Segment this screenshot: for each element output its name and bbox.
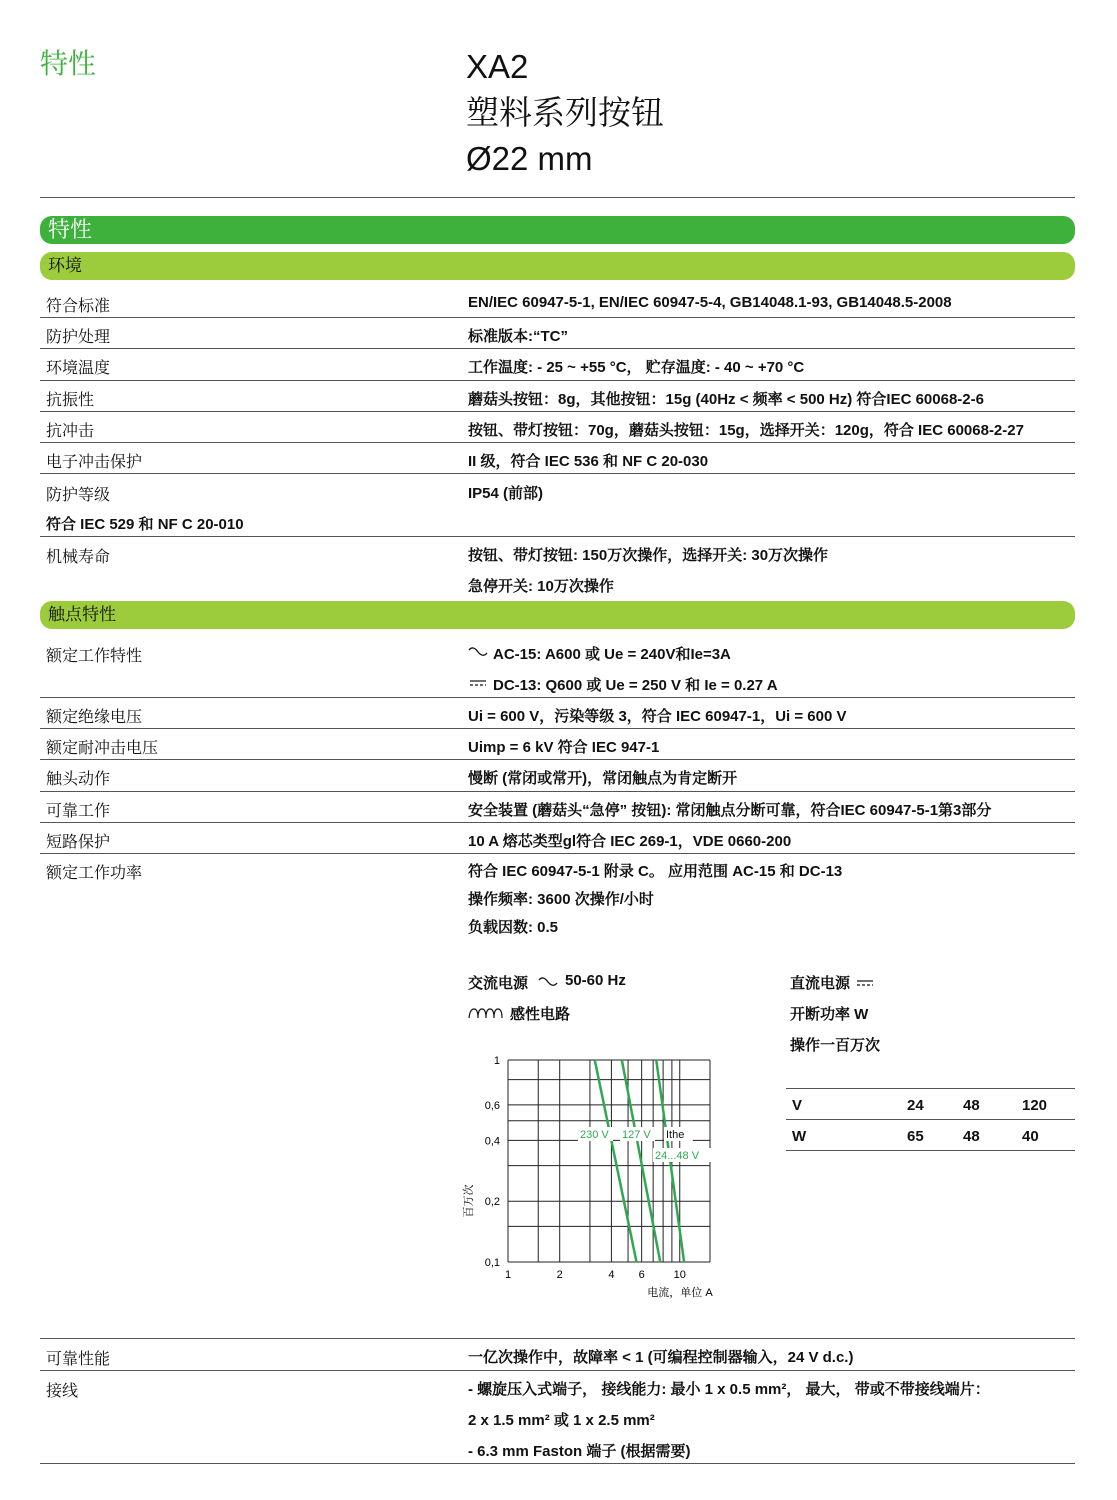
env-value: 按钮、带灯按钮：70g，蘑菇头按钮：15g，选择开关：120g，符合 IEC 60068-2-27 (468, 421, 1024, 439)
series-label-127: 127 V (622, 1129, 651, 1141)
x-tick-label: 10 (673, 1269, 686, 1281)
dc-table-cell: 24 (907, 1097, 924, 1114)
contact-label: 额定绝缘电压 (46, 709, 143, 726)
power-value-2: 操作频率: 3600 次操作/小时 (468, 891, 654, 908)
durability-chart (450, 1050, 740, 1310)
y-tick-label: 1 (493, 1055, 500, 1067)
protection-standard: 符合 IEC 529 和 NF C 20-010 (46, 516, 244, 533)
protection-value: IP54 (前部) (468, 485, 544, 502)
env-heading-bar: 环境 (40, 252, 1075, 280)
inductive-label: 感性电路 (510, 1006, 571, 1023)
wiring-value-2: 2 x 1.5 mm² 或 1 x 2.5 mm² (468, 1412, 655, 1429)
ac-supply-icon (538, 975, 558, 993)
contact-value: 慢断 (常闭或常开)，常闭触点为肯定断开 (468, 770, 738, 788)
y-tick-label: 0,1 (484, 1257, 500, 1269)
header-divider (40, 197, 1075, 198)
contact-row (40, 729, 1075, 760)
contact-heading-bar: 触点特性 (40, 601, 1075, 629)
contact-row (40, 792, 1075, 823)
dc-ops-label: 操作一百万次 (790, 1037, 881, 1054)
page-title (466, 44, 664, 182)
x-tick-label: 6 (638, 1269, 645, 1281)
section-main-bar: 特性 (40, 216, 1075, 244)
series-label-24-48: 24...48 V (655, 1150, 700, 1162)
title-line-2: 塑料系列按钮 (466, 94, 664, 131)
env-label: 电子冲击保护 (46, 454, 143, 471)
dc-table-row-v (786, 1088, 1075, 1120)
x-tick-label: 2 (556, 1269, 563, 1281)
protection-row (40, 474, 1075, 537)
ithe-label: Ithe (666, 1129, 685, 1141)
contact-value: Ui = 600 V，污染等级 3，符合 IEC 60947-1，Ui = 600 V (468, 708, 847, 725)
inductive-icon (468, 1006, 504, 1024)
env-row (40, 443, 1075, 474)
dc-power-label: 开断功率 W (790, 1006, 869, 1023)
dc-table-cell: 120 (1022, 1097, 1048, 1114)
ac-symbol-icon (468, 645, 488, 662)
env-value: II 级，符合 IEC 536 和 NF C 20-030 (468, 453, 709, 470)
wiring-value-3: - 6.3 mm Faston 端子 (根据需要) (468, 1443, 691, 1460)
contact-row (40, 760, 1075, 791)
env-label: 防护处理 (46, 329, 111, 347)
reliability-row (40, 1339, 1075, 1371)
dc-table-row-w (786, 1119, 1075, 1151)
wiring-row (40, 1371, 1075, 1464)
mech-row (40, 536, 1075, 598)
dc-table-cell: 48 (963, 1128, 980, 1145)
contact-label: 短路保护 (46, 833, 111, 851)
y-axis-label: 百万次 (463, 1184, 475, 1218)
x-axis-label: 电流，单位 A (647, 1287, 713, 1299)
power-value-1: 符合 IEC 60947-5-1 附录 C。 应用范围 AC-15 和 DC-13 (468, 863, 843, 880)
series-label-230: 230 V (580, 1129, 609, 1141)
env-row (40, 349, 1075, 380)
dc-table-cell: 48 (963, 1097, 980, 1114)
wiring-value-1: - 螺旋压入式端子， 接线能力: 最小 1 x 0.5 mm²， 最大， 带或不带接线端片： (468, 1381, 990, 1398)
contact-label: 额定耐冲击电压 (46, 740, 159, 758)
env-row (40, 318, 1075, 349)
env-label: 抗冲击 (46, 422, 95, 440)
y-tick-label: 0,2 (484, 1196, 500, 1209)
dc-table-cell: 40 (1022, 1128, 1039, 1145)
dc-table-cell: W (792, 1128, 807, 1145)
env-value: EN/IEC 60947-5-1, EN/IEC 60947-5-4, GB14048.1-93, GB14048.5-2008 (468, 294, 952, 311)
contact-value: 10 A 熔芯类型gl符合 IEC 269-1，VDE 0660-200 (468, 832, 792, 850)
reliability-value: 一亿次操作中，故障率 < 1 (可编程控制器输入，24 V d.c.) (468, 1349, 854, 1366)
dc-symbol-icon (468, 676, 488, 694)
protection-label: 防护等级 (46, 487, 111, 504)
contact-label: 触头动作 (46, 771, 111, 789)
dc-table-cell: V (792, 1097, 803, 1114)
reliability-label: 可靠性能 (46, 1351, 111, 1368)
env-label: 符合标准 (46, 298, 111, 315)
env-value: 标准版本:“TC” (468, 328, 568, 346)
ac-supply-label: 交流电源 (468, 975, 529, 992)
rated-ac-value: AC-15: A600 或 Ue = 240V和Ie=3A (493, 646, 731, 663)
env-label: 环境温度 (46, 360, 111, 378)
y-tick-label: 0,4 (484, 1135, 500, 1148)
contact-row (40, 698, 1075, 729)
power-label: 额定工作功率 (46, 865, 143, 882)
mech-value-1: 按钮、带灯按钮: 150万次操作，选择开关: 30万次操作 (468, 547, 829, 564)
wiring-label: 接线 (46, 1383, 79, 1400)
title-line-3: Ø22 mm (466, 140, 593, 177)
ac-frequency: 50-60 Hz (565, 972, 626, 989)
env-row (40, 381, 1075, 412)
contact-value: 安全装置 (蘑菇头“急停” 按钮): 常闭触点分断可靠，符合IEC 60947-5-1第3部分 (468, 801, 992, 819)
x-tick-label: 1 (504, 1269, 512, 1281)
rated-label: 额定工作特性 (46, 648, 143, 665)
contact-row (40, 823, 1075, 854)
env-row (40, 287, 1075, 318)
mech-label: 机械寿命 (46, 549, 111, 566)
x-tick-label: 4 (608, 1269, 615, 1281)
contact-label: 可靠工作 (46, 802, 111, 820)
title-line-1: XA2 (466, 48, 529, 85)
y-tick-label: 0,6 (484, 1099, 500, 1112)
power-value-3: 负载因数: 0.5 (468, 919, 559, 936)
side-title: 特性 (40, 48, 97, 79)
env-label: 抗振性 (46, 391, 95, 409)
contact-value: Uimp = 6 kV 符合 IEC 947-1 (468, 739, 660, 757)
dc-supply-label: 直流电源 (790, 975, 851, 992)
dc-table-cell: 65 (907, 1128, 924, 1145)
series-line (595, 1060, 637, 1262)
mech-value-2: 急停开关: 10万次操作 (468, 578, 614, 595)
rated-dc-value: DC-13: Q600 或 Ue = 250 V 和 Ie = 0.27 A (493, 677, 778, 694)
rated-row (40, 636, 1075, 698)
env-value: 工作温度: - 25 ~ +55 °C， 贮存温度: - 40 ~ +70 °C (468, 359, 805, 377)
env-row (40, 412, 1075, 443)
env-value: 蘑菇头按钮：8g，其他按钮：15g (40Hz < 频率 < 500 Hz) 符合IEC 60068-2-6 (468, 390, 984, 408)
dc-supply-icon (855, 976, 875, 994)
